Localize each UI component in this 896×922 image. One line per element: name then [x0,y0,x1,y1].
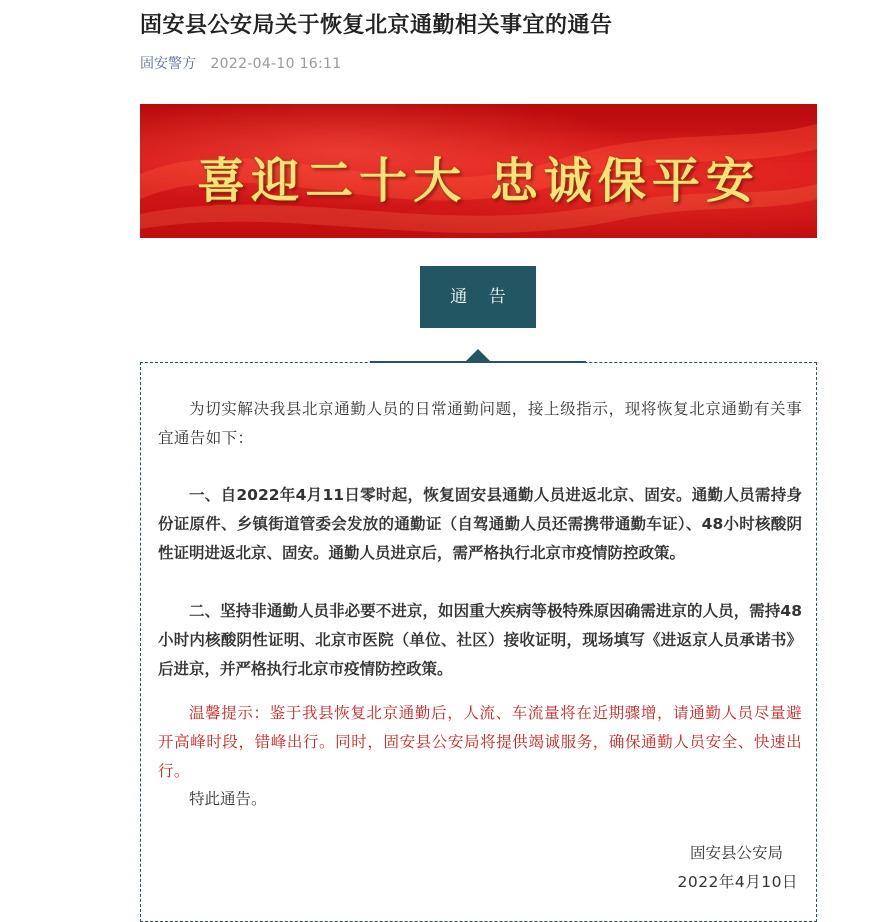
banner-image [140,104,817,238]
signature-date: 2022年4月10日 [677,873,798,891]
publish-date: 2022-04-10 16:11 [210,56,342,72]
notice-item-2: 二、坚持非通勤人员非必要不进京，如因重大疾病等极特殊原因确需进京的人员，需持48小时内核酸阴性证明、北京市医院（单位、社区）接收证明，现场填写《进返京人员承诺书》后进京，并严格执行北京市疫情防控政策。 [158,602,802,678]
notice-reminder: 温馨提示：鉴于我县恢复北京通勤后，人流、车流量将在近期骤增，请通勤人员尽量避开高峰时段，错峰出行。同时，固安县公安局将提供竭诚服务，确保通勤人员安全、快速出行。 [158,704,802,780]
signature-organization: 固安县公安局 [689,844,783,862]
source-account-link[interactable]: 固安警方 [140,56,196,72]
notice-item-1: 一、自2022年4月11日零时起，恢复固安县通勤人员进返北京、固安。通勤人员需持身份证原件、乡镇街道管委会发放的通勤证（自驾通勤人员还需携带通勤车证）、48小时核酸阴性证明进返北京、固安。通勤人员进京后，需严格执行北京市疫情防控政策。 [158,486,802,562]
article-meta [140,53,341,73]
banner-slogan: 喜迎二十大 忠诚保平安 [197,153,760,209]
notice-box [140,362,817,922]
badge-pointer-icon [466,349,490,361]
article-title: 固安县公安局关于恢复北京通勤相关事宜的通告 [140,13,613,38]
notice-badge: 通 告 [420,266,536,328]
notice-intro: 为切实解决我县北京通勤人员的日常通勤问题，接上级指示，现将恢复北京通勤有关事宜通告如下： [158,400,802,447]
notice-closing: 特此通告。 [189,790,267,808]
